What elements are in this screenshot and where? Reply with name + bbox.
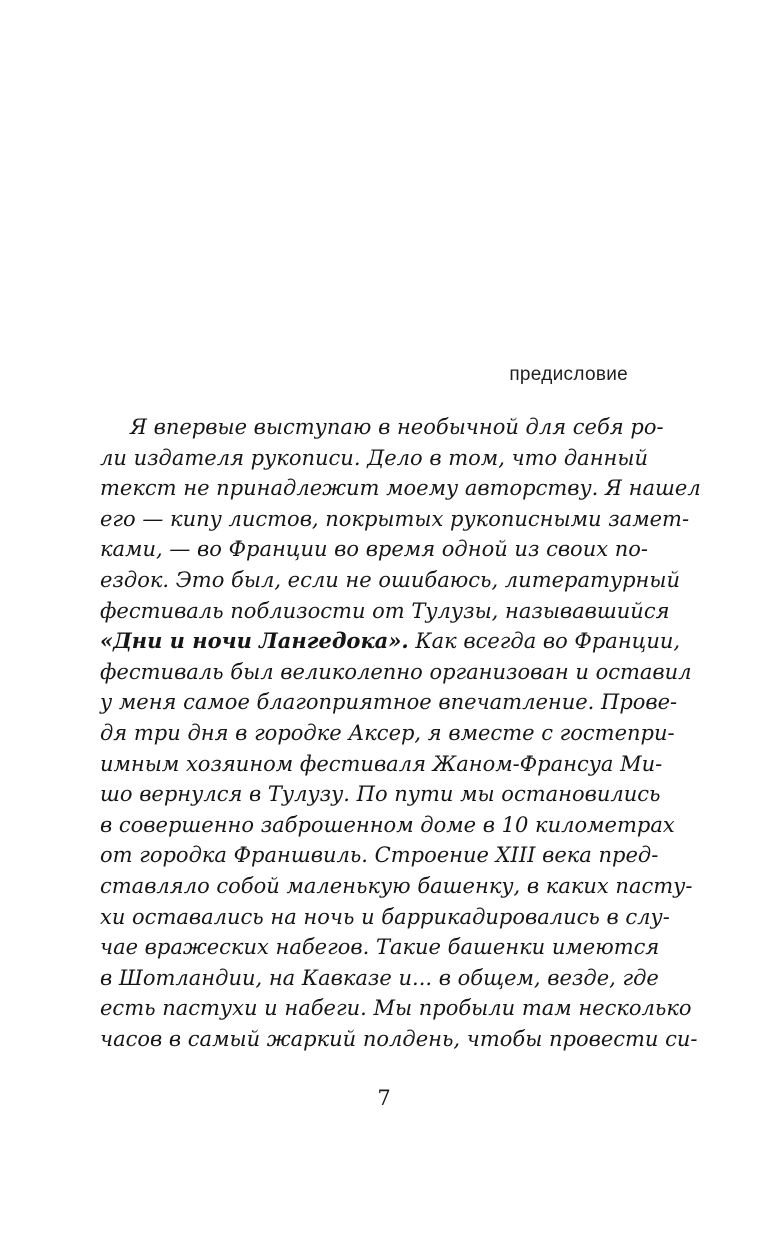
body-text-line xyxy=(100,810,675,841)
text-segment: ли издателя рукописи. Дело в том, что данный xyxy=(100,445,648,470)
body-text-line xyxy=(100,749,663,780)
bold-text-segment: «Дни и ночи Лангедока». xyxy=(100,628,409,654)
body-text-line xyxy=(100,687,678,718)
text-segment: часов в самый жаркий полдень, чтобы провести си- xyxy=(100,1026,698,1051)
body-text-line xyxy=(100,779,661,810)
body-text-line xyxy=(100,565,680,596)
text-segment: чае вражеских набегов. Такие башенки имеются xyxy=(100,935,660,960)
text-segment: текст не принадлежит моему авторству. Я нашел xyxy=(100,476,701,501)
text-segment: шо вернулся в Тулузу. По пути мы остановились xyxy=(100,782,661,807)
body-text-line xyxy=(100,871,693,902)
body-text-line xyxy=(100,657,692,688)
text-segment: Как всегда во Франции, xyxy=(408,629,681,654)
body-text-line xyxy=(100,443,648,474)
text-segment: фестиваль был великолепно организован и оставил xyxy=(100,659,692,684)
text-segment: хи оставались на ночь и баррикадировались в слу- xyxy=(100,904,670,929)
body-text-line xyxy=(100,596,670,627)
text-segment: есть пастухи и набеги. Мы пробыли там несколько xyxy=(100,996,692,1021)
text-segment: от городка Франшвиль. Строение XIII века пред- xyxy=(100,843,659,868)
text-segment: ездок. Это был, если не ошибаюсь, литературный xyxy=(100,567,680,592)
text-segment: у меня самое благоприятное впечатление. Прове- xyxy=(100,690,678,715)
body-text-line xyxy=(100,412,664,443)
body-text-line xyxy=(100,993,692,1024)
running-head: предисловие xyxy=(509,364,628,385)
body-text-line xyxy=(100,963,659,994)
body-text-line xyxy=(100,932,660,963)
text-segment: ставляло собой маленькую башенку, в каких пасту- xyxy=(100,873,693,898)
body-text-line xyxy=(100,504,690,535)
text-segment: в совершенно заброшенном доме в 10 километрах xyxy=(100,812,675,837)
text-segment: ками, — во Франции во время одной из своих по- xyxy=(100,537,649,562)
body-text-line xyxy=(100,626,681,657)
body-text-line xyxy=(100,1024,698,1055)
body-text-line xyxy=(100,902,670,933)
body-text-line xyxy=(100,534,649,565)
body-text-line xyxy=(100,718,675,749)
body-text xyxy=(100,412,701,1054)
text-segment: имным хозяином фестиваля Жаном-Франсуа Ми- xyxy=(100,751,663,776)
page-number: 7 xyxy=(377,1086,391,1110)
text-segment: фестиваль поблизости от Тулузы, называвшийся xyxy=(100,598,670,623)
body-text-line xyxy=(100,473,701,504)
text-segment: в Шотландии, на Кавказе и... в общем, везде, где xyxy=(100,965,659,990)
text-segment: Я впервые выступаю в необычной для себя ро- xyxy=(130,415,664,439)
text-segment: его — кипу листов, покрытых рукописными замет- xyxy=(100,506,690,531)
body-text-line xyxy=(100,840,659,871)
text-segment: дя три дня в городке Аксер, я вместе с гостепри- xyxy=(100,720,675,745)
